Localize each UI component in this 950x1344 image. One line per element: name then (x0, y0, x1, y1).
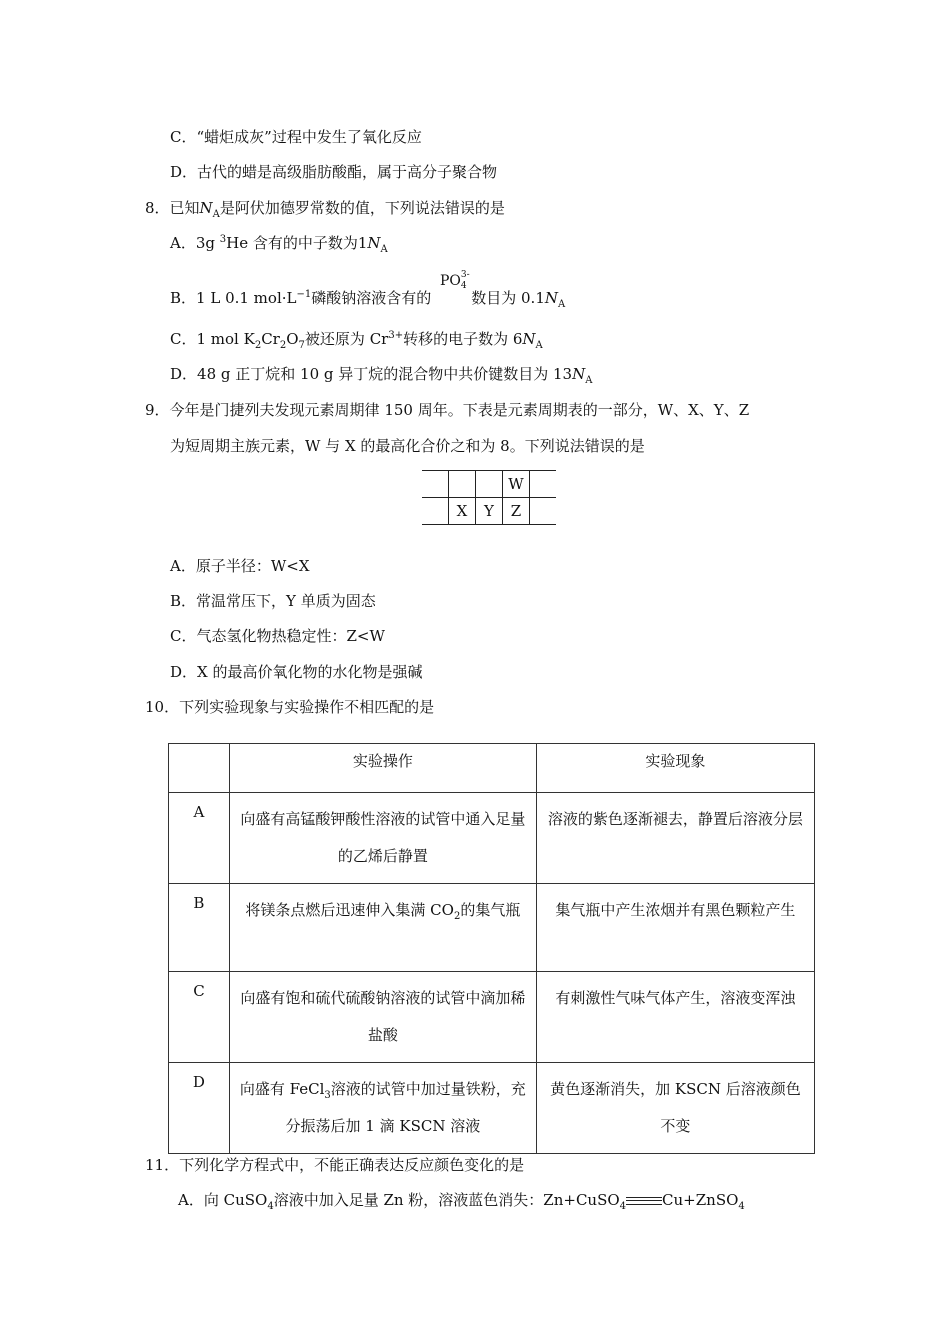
row-phenomenon: 溶液的紫色逐渐褪去，静置后溶液分层 (536, 793, 814, 884)
phosphate-ion-formula: PO 3- 4 (440, 270, 470, 291)
pt-cell (449, 471, 476, 498)
table-row (169, 884, 815, 972)
table-row (169, 1063, 815, 1154)
pt-cell (476, 471, 503, 498)
pt-cell (422, 471, 449, 498)
row-operation: 向盛有 FeCl$_3$溶液的试管中加过量铁粉，充分振荡后加 1 滴 KSCN 溶液 (229, 1063, 536, 1154)
q9-option-a: A．原子半径：W<X (170, 557, 310, 575)
pt-cell (530, 498, 557, 525)
pt-cell-y: Y (476, 498, 503, 525)
q9-stem-line1: 9．今年是门捷列夫发现元素周期律 150 周年。下表是元素周期表的一部分，W、X、Y、Z (145, 401, 750, 419)
table-header-blank (169, 744, 230, 793)
row-phenomenon: 黄色逐渐消失，加 KSCN 后溶液颜色不变 (536, 1063, 814, 1154)
pt-cell (422, 498, 449, 525)
row-operation: 向盛有高锰酸钾酸性溶液的试管中通入足量的乙烯后静置 (229, 793, 536, 884)
row-label: D (169, 1063, 230, 1154)
row-phenomenon: 集气瓶中产生浓烟并有黑色颗粒产生 (536, 884, 814, 972)
row-label: C (169, 972, 230, 1063)
row-phenomenon: 有刺激性气味气体产生，溶液变浑浊 (536, 972, 814, 1063)
periodic-table-fragment (422, 470, 556, 525)
q11-option-a: A．向 CuSO$_4$溶液中加入足量 Zn 粉，溶液蓝色消失：Zn+CuSO$_4$ Cu+ZnSO$_4$ (178, 1191, 745, 1212)
table-row (169, 972, 815, 1063)
pt-cell-x: X (449, 498, 476, 525)
q9-stem-line2: 为短周期主族元素，W 与 X 的最高化合价之和为 8。下列说法错误的是 (170, 437, 645, 455)
q8-option-a: A．3g $^3$He 含有的中子数为$1N_A$ (170, 234, 388, 255)
row-label: B (169, 884, 230, 972)
q8-option-d: D．48 g 正丁烷和 10 g 异丁烷的混合物中共价键数目为 $13N_A$ (170, 365, 593, 386)
table-header-operation: 实验操作 (229, 744, 536, 793)
experiment-table (168, 743, 815, 1154)
row-operation: 将镁条点燃后迅速伸入集满 $CO_2$的集气瓶 (229, 884, 536, 972)
row-operation: 向盛有饱和硫代硫酸钠溶液的试管中滴加稀盐酸 (229, 972, 536, 1063)
q8-option-c: C．1 mol $K_2Cr_2O_7$被还原为 $Cr^{3+}$转移的电子数为 $6N_A$ (170, 330, 543, 351)
pt-cell-z: Z (503, 498, 530, 525)
q9-option-b: B．常温常压下，Y 单质为固态 (170, 592, 376, 610)
table-row (169, 793, 815, 884)
q9-option-c: C．气态氢化物热稳定性：Z<W (170, 627, 385, 645)
q11-stem: 11．下列化学方程式中，不能正确表达反应颜色变化的是 (145, 1156, 525, 1174)
q9-option-d: D．X 的最高价氧化物的水化物是强碱 (170, 663, 423, 681)
q8-stem: 8．已知$N_A$是阿伏加德罗常数的值，下列说法错误的是 (145, 199, 505, 220)
table-header-phenomenon: 实验现象 (536, 744, 814, 793)
q10-stem: 10．下列实验现象与实验操作不相匹配的是 (145, 698, 435, 716)
q7-option-c: C．“蜡炬成灰”过程中发生了氧化反应 (170, 128, 422, 146)
equals-sign-icon (626, 1197, 662, 1205)
pt-cell-w: W (503, 471, 530, 498)
pt-cell (530, 471, 557, 498)
q8-option-b: B．1 L 0.1 $mol\cdot L^{-1}$磷酸钠溶液含有的 数目为 $0.1N_A$ (170, 289, 566, 310)
row-label: A (169, 793, 230, 884)
q7-option-d: D．古代的蜡是高级脂肪酸酯，属于高分子聚合物 (170, 163, 498, 181)
